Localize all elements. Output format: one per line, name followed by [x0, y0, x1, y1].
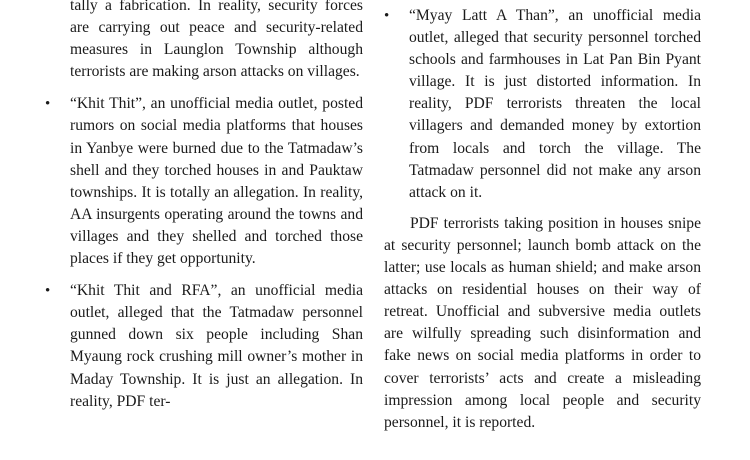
right-column [384, 0, 701, 434]
bullet-icon: • [45, 283, 51, 300]
list-item-text: “Myay Latt A Than”, an unofficial media outlet, alleged that security personnel torched schools and farmhouses in Lat Pan Bin Pyant village. It is just distorted information. In reality, PDF terrorists threaten the local villagers and demanded money by extortion from locals and torch the village. The Tatmadaw personnel did not make any arson attack on it. [409, 7, 701, 201]
continued-bullet-text: tally a fabrication. In reality, security forces are carrying out peace and security-related measures in Launglon Township although terrorists are making arson attacks on villages. [70, 0, 363, 81]
bullet-list [384, 5, 701, 204]
list-item [45, 93, 363, 270]
list-item-text: “Khit Thit”, an unofficial media outlet, posted rumors on social media platforms that houses in Yanbye were burned due to the Tatmadaw’s shell and they torched houses in and Pauktaw townships. It is totally an allegation. In reality, AA insurgents operating around the towns and villages and they shelled and torched those places if they get opportunity. [70, 95, 363, 268]
bullet-icon: • [45, 96, 51, 113]
list-item-text: “Khit Thit and RFA”, an unofficial media outlet, alleged that the Tatmadaw personnel gunned down six people including Shan Myaung rock crushing mill owner’s mother in Maday Township. It is just an allegation. In reality, PDF ter- [70, 282, 363, 410]
list-item [45, 280, 363, 413]
left-column [45, 0, 363, 423]
bullet-icon: • [384, 8, 390, 24]
body-paragraph: PDF terrorists taking position in houses snipe at security personnel; launch bomb attack on the latter; use locals as human shield; and make arson attacks on residential houses on their way of retreat. Unofficial and subversive media outlets are wilfully spreading such disinformation and fake news on social media platforms in order to cover terrorists’ acts and create a misleading impression among local people and security personnel, it is reported. [384, 214, 701, 431]
bullet-list [45, 93, 363, 412]
list-item [384, 5, 701, 204]
